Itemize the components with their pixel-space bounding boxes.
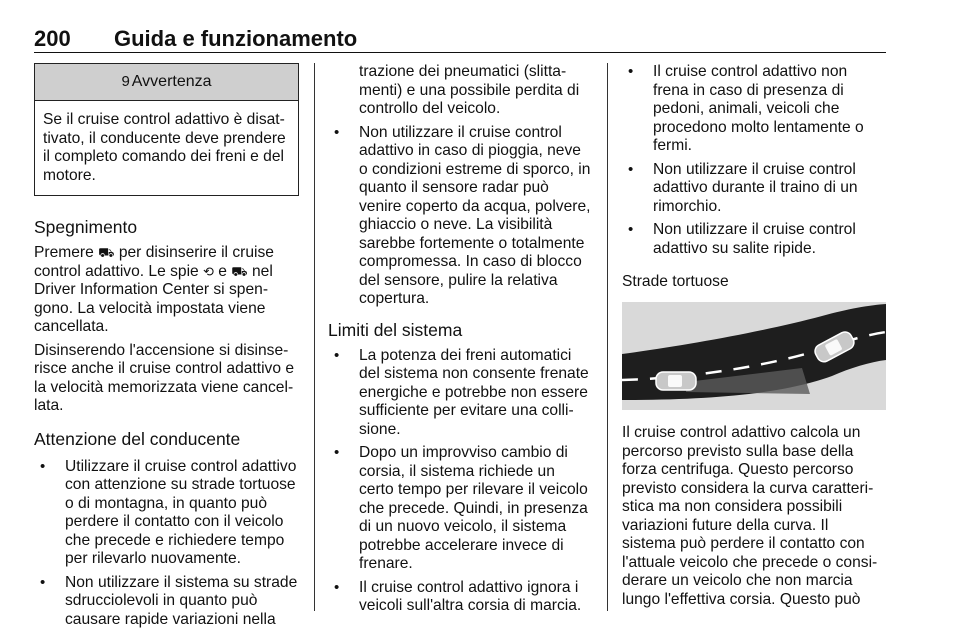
list-item: • Utilizzare il cruise control adattivo con attenzione su strade tortuose o di montagna, in quanto può perdere il contatto con il veicolo che precede e richiedere tempo per rilevarlo nuovamente. — [34, 458, 299, 569]
list-item: • Non utilizzare il cruise control adattivo in caso di pioggia, neve o condizioni estreme di sporco, in quanto il sensore radar può venire coperto da acqua, polvere, ghiaccio o neve. La visibilità sarebbe fortemente o totalmente compromessa. In caso di blocco del sensore, pulire la relativa copertura. — [328, 124, 592, 309]
warning-text: Se il cruise control adattivo è disattivato, il conducente deve prendere il completo comando dei freni e del motore. — [43, 111, 286, 184]
following-car-icon — [656, 372, 696, 390]
list-item: • Il cruise control adattivo ignora i veicoli sull'altra corsia di marcia. — [328, 579, 592, 616]
page-header — [34, 26, 886, 53]
section-heading-limiti: Limiti del sistema — [328, 319, 463, 340]
cruise-control-icon: ⛟ — [231, 263, 248, 279]
paragraph-accensione: Disinserendo l'accensione si disinserisce anche il cruise control adattivo e la velocità memorizzata viene cancellata. — [34, 341, 295, 414]
column-left — [34, 63, 299, 629]
list-item: • Non utilizzare il cruise control adattivo su salite ripide. — [622, 221, 886, 258]
paragraph-spegnimento: Premere ⛟ per disinserire il cruise control adattivo. Le spie ⟲ e ⛟ nel Driver Information Center si spengono. La velocità impostata viene cancellata. — [34, 244, 274, 335]
list-item: • La potenza dei freni automatici del sistema non consente frenate energiche e potrebbe non essere sufficiente per evitare una collisione. — [328, 347, 592, 440]
column-divider — [314, 63, 315, 611]
page-number: 200 — [34, 26, 71, 51]
column-middle — [328, 63, 592, 616]
section-heading-spegnimento: Spegnimento — [34, 217, 138, 237]
warning-box — [34, 63, 299, 196]
list-item: • Il cruise control adattivo non frena in caso di presenza di pedoni, animali, veicoli che procedono molto lentamente o fermi. — [622, 63, 886, 156]
paragraph-continuation: trazione dei pneumatici (slittamenti) e una possibile perdita di controllo del veicolo. — [359, 63, 580, 117]
warning-header — [35, 64, 298, 101]
list-item: • Non utilizzare il cruise control adattivo durante il traino di un rimorchio. — [622, 161, 886, 217]
section-heading-strade: Strade tortuose — [622, 273, 729, 290]
list-item: • Dopo un improvviso cambio di corsia, il sistema richiede un certo tempo per rilevare il veicolo che precede. Quindi, in presenza di un nuovo veicolo, il sistema potrebbe accelerare invece di frenare. — [328, 444, 592, 574]
bullet-list — [622, 63, 886, 258]
list-item: • Non utilizzare il sistema su strade sdrucciolevoli in quanto può causare rapide variazioni nella — [34, 574, 299, 630]
bullet-list — [34, 458, 299, 630]
warning-triangle-icon: 9 — [121, 73, 130, 90]
column-right — [622, 63, 886, 609]
bullet-list — [328, 347, 592, 616]
page-title: Guida e funzionamento — [114, 26, 358, 51]
warning-title: Avvertenza — [131, 73, 212, 90]
column-divider — [607, 63, 608, 611]
curved-road-illustration — [622, 302, 886, 410]
paragraph-strade-tortuose: Il cruise control adattivo calcola un percorso previsto sulla base della forza centrifuga. Questo percorso previsto considera la curva caratteristica ma non considera possibili variazioni future della curva. Il sistema può perdere il contatto con l'attuale veicolo che precede o considerare un veicolo che non marcia lungo l'effettiva corsia. Questo può — [622, 424, 878, 608]
cruise-lamp-icon: ⟲ — [203, 263, 214, 279]
section-heading-attenzione: Attenzione del conducente — [34, 428, 241, 449]
cruise-control-icon: ⛟ — [98, 245, 115, 260]
bullet-list — [328, 124, 592, 309]
